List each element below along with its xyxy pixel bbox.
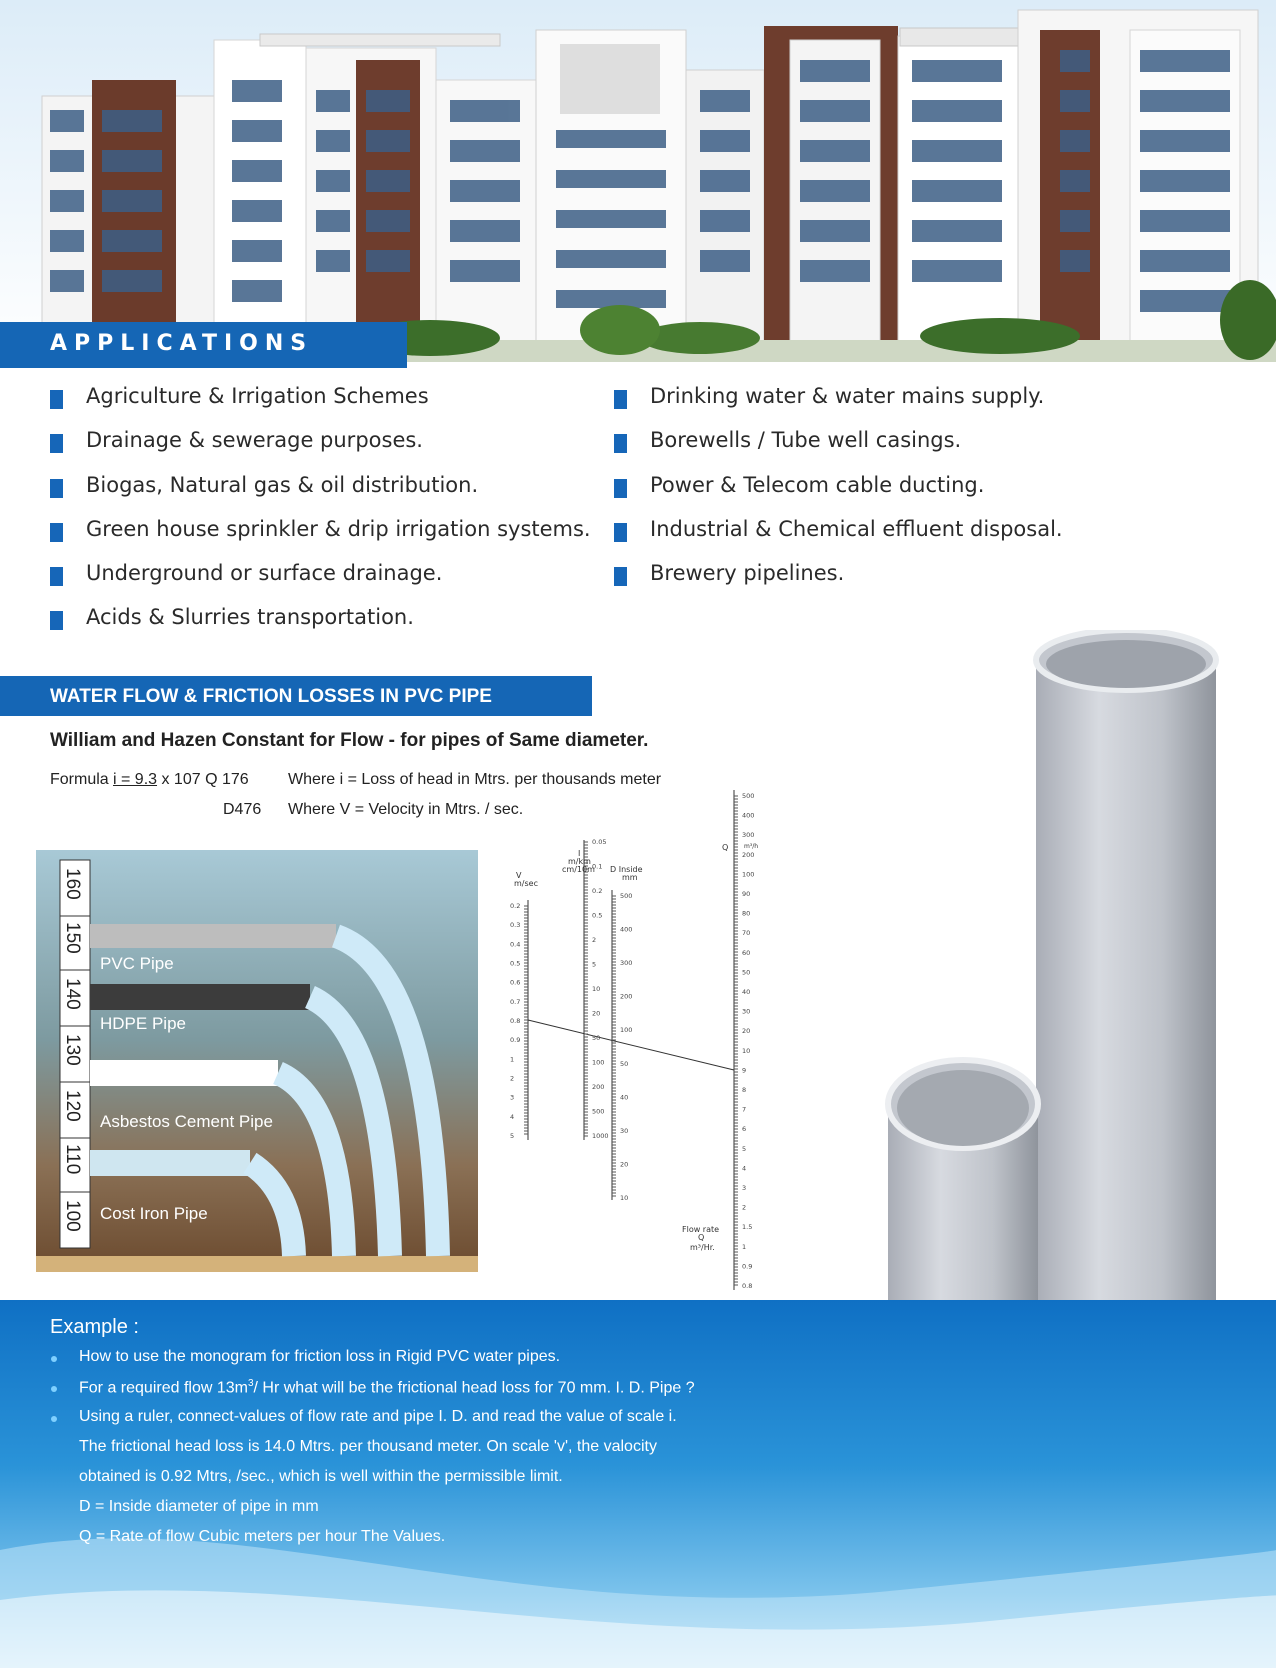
q-tick-label: 3 bbox=[742, 1184, 747, 1192]
v-tick-label: 0.9 bbox=[510, 1036, 521, 1045]
q-tick-label: 0.9 bbox=[742, 1262, 753, 1271]
scale-label: 120 bbox=[62, 1090, 83, 1122]
list-item: Drainage & sewerage purposes. bbox=[50, 428, 610, 472]
i-tick-label: 0.05 bbox=[592, 838, 607, 846]
pipe-comparison-diagram bbox=[36, 850, 478, 1272]
cast-iron-pipe-label: Cost Iron Pipe bbox=[100, 1204, 208, 1223]
q-tick-label: 200 bbox=[742, 850, 755, 859]
applications-banner bbox=[0, 322, 407, 368]
d-tick-label: 20 bbox=[620, 1160, 629, 1169]
where-i-text: Where i = Loss of head in Mtrs. per thousands meter bbox=[288, 771, 662, 788]
scale-label: 140 bbox=[62, 978, 83, 1010]
square-bullet-icon bbox=[50, 611, 63, 630]
q-tick-label: 100 bbox=[742, 870, 755, 879]
water-flow-banner bbox=[0, 676, 592, 716]
list-item: Drinking water & water mains supply. bbox=[614, 384, 1174, 428]
d-tick-label: 200 bbox=[620, 992, 633, 1001]
q-tick-label: 400 bbox=[742, 811, 755, 820]
formula-label: Formula bbox=[50, 771, 109, 788]
applications-list-left bbox=[50, 384, 610, 650]
square-bullet-icon bbox=[614, 479, 627, 498]
building-illustration bbox=[0, 0, 1276, 362]
list-item: Biogas, Natural gas & oil distribution. bbox=[50, 473, 610, 517]
example-bullet-2: For a required flow $13m^3/$ Hr what will be the frictional head loss for 70 mm. I. D. Pipe ? bbox=[79, 1378, 695, 1397]
i-tick-label: 200 bbox=[592, 1083, 605, 1091]
square-bullet-icon bbox=[614, 567, 627, 586]
bullet-icon bbox=[51, 1386, 57, 1392]
d-tick-label: 400 bbox=[620, 925, 633, 934]
hero-building-image bbox=[0, 0, 1276, 362]
v-tick-label: 0.2 bbox=[510, 902, 521, 910]
list-item: Agriculture & Irrigation Schemes bbox=[50, 384, 610, 428]
i-tick-label: 100 bbox=[592, 1058, 605, 1067]
v-tick-label: 5 bbox=[510, 1132, 515, 1140]
list-item: Power & Telecom cable ducting. bbox=[614, 473, 1174, 517]
q-tick-label: 7 bbox=[742, 1105, 747, 1114]
v-tick-label: 0.5 bbox=[510, 959, 521, 968]
i-tick-label: 0.5 bbox=[592, 911, 603, 920]
nomogram bbox=[500, 780, 770, 1290]
d-tick-label: 40 bbox=[620, 1093, 629, 1102]
v-tick-label: 2 bbox=[510, 1074, 515, 1083]
i-tick-label: 0.2 bbox=[592, 887, 603, 895]
q-axis-unit: m³/h bbox=[744, 843, 759, 850]
q-tick-label: 9 bbox=[742, 1066, 747, 1075]
flow-label-2: Q bbox=[698, 1233, 705, 1242]
square-bullet-icon bbox=[614, 523, 627, 542]
q-tick-label: 0.8 bbox=[742, 1282, 753, 1290]
v-tick-label: 1 bbox=[510, 1055, 515, 1064]
scale-label: 100 bbox=[62, 1200, 83, 1232]
hdpe-pipe-label: HDPE Pipe bbox=[100, 1014, 186, 1033]
square-bullet-icon bbox=[50, 434, 63, 453]
i-axis-title: I bbox=[578, 849, 581, 858]
i-tick-label: 20 bbox=[592, 1009, 601, 1018]
q-tick-label: 50 bbox=[742, 968, 751, 977]
d-axis-unit: mm bbox=[622, 873, 638, 882]
d-tick-label: 500 bbox=[620, 892, 633, 900]
i-tick-label: 10 bbox=[592, 985, 601, 993]
i-tick-label: 5 bbox=[592, 960, 597, 969]
scale-label: 110 bbox=[62, 1144, 83, 1175]
list-item: Underground or surface drainage. bbox=[50, 561, 610, 605]
list-item: Brewery pipelines. bbox=[614, 561, 1174, 605]
q-tick-label: 80 bbox=[742, 909, 751, 918]
example-title: Example : bbox=[50, 1316, 139, 1338]
q-tick-label: 500 bbox=[742, 792, 755, 800]
q-tick-label: 1.5 bbox=[742, 1223, 753, 1232]
list-item: Borewells / Tube well casings. bbox=[614, 428, 1174, 472]
example-bullet-3-line1: Using a ruler, connect-values of flow rate and pipe I. D. and read the value of scale i. bbox=[79, 1408, 677, 1425]
bullet-icon bbox=[51, 1416, 57, 1422]
q-tick-label: 8 bbox=[742, 1086, 747, 1094]
v-tick-label: 3 bbox=[510, 1093, 515, 1102]
square-bullet-icon bbox=[50, 567, 63, 586]
q-axis-title: Q bbox=[722, 843, 729, 852]
definition-q: Q = Rate of flow Cubic meters per hour The Values. bbox=[79, 1528, 446, 1545]
v-tick-label: 4 bbox=[510, 1112, 515, 1121]
list-item: Green house sprinkler & drip irrigation systems. bbox=[50, 517, 610, 561]
q-tick-label: 30 bbox=[742, 1007, 751, 1016]
square-bullet-icon bbox=[50, 390, 63, 409]
formula-rest: x 107 Q 176 bbox=[161, 771, 249, 788]
asbestos-pipe-label: Asbestos Cement Pipe bbox=[100, 1112, 273, 1131]
bullet-icon bbox=[51, 1356, 57, 1362]
q-tick-label: 2 bbox=[742, 1203, 747, 1212]
hazen-subtitle: William and Hazen Constant for Flow - for pipes of Same diameter. bbox=[50, 730, 649, 751]
scale-label: 130 bbox=[62, 1034, 83, 1066]
i-axis-unit1: m/km bbox=[568, 857, 591, 866]
i-tick-label: 0.1 bbox=[592, 862, 603, 871]
d-tick-label: 50 bbox=[620, 1059, 629, 1068]
q-tick-label: 6 bbox=[742, 1125, 747, 1134]
formula-expression bbox=[113, 771, 249, 789]
q-tick-label: 1 bbox=[742, 1242, 747, 1251]
square-bullet-icon bbox=[614, 434, 627, 453]
v-tick-label: 0.7 bbox=[510, 997, 521, 1006]
example-bullet-3-line3: obtained is 0.92 Mtrs, /sec., which is well within the permissible limit. bbox=[79, 1468, 563, 1485]
v-tick-label: 0.3 bbox=[510, 921, 521, 930]
water-flow-title: WATER FLOW & FRICTION LOSSES IN PVC PIPE bbox=[50, 686, 492, 707]
v-tick-label: 0.6 bbox=[510, 978, 521, 987]
v-axis-unit: m/sec bbox=[514, 879, 538, 888]
d-tick-label: 30 bbox=[620, 1126, 629, 1135]
v-axis-title: V bbox=[516, 871, 522, 880]
q-tick-label: 10 bbox=[742, 1046, 751, 1055]
i-tick-label: 1000 bbox=[592, 1132, 609, 1140]
square-bullet-icon bbox=[50, 479, 63, 498]
square-bullet-icon bbox=[614, 390, 627, 409]
q-tick-label: 60 bbox=[742, 948, 751, 957]
example-bullet-3-line2: The frictional head loss is 14.0 Mtrs. per thousand meter. On scale 'v', the valocity bbox=[79, 1438, 657, 1455]
q-tick-label: 90 bbox=[742, 890, 751, 898]
d-tick-label: 10 bbox=[620, 1194, 629, 1202]
formula-denominator: D476 bbox=[223, 801, 262, 818]
flow-label-1: Flow rate bbox=[682, 1225, 720, 1234]
q-tick-label: 40 bbox=[742, 988, 751, 996]
applications-title: APPLICATIONS bbox=[50, 331, 314, 356]
where-v-text: Where V = Velocity in Mtrs. / sec. bbox=[288, 801, 524, 818]
i-axis-unit2: cm/10m bbox=[562, 865, 595, 874]
list-item: Acids & Slurries transportation. bbox=[50, 605, 610, 649]
example-bullet-1: How to use the monogram for friction loss in Rigid PVC water pipes. bbox=[79, 1348, 561, 1365]
d-tick-label: 100 bbox=[620, 1026, 633, 1035]
d-tick-label: 300 bbox=[620, 959, 633, 968]
q-tick-label: 70 bbox=[742, 929, 751, 938]
q-tick-label: 300 bbox=[742, 831, 755, 840]
q-tick-label: 5 bbox=[742, 1144, 747, 1153]
applications-list-right bbox=[614, 384, 1174, 605]
v-tick-label: 0.4 bbox=[510, 940, 521, 949]
i-tick-label: 2 bbox=[592, 936, 597, 944]
flow-label-3: m³/Hr. bbox=[690, 1243, 715, 1252]
v-tick-label: 0.8 bbox=[510, 1017, 521, 1025]
i-tick-label: 50 bbox=[592, 1034, 601, 1042]
q-tick-label: 20 bbox=[742, 1027, 751, 1036]
square-bullet-icon bbox=[50, 523, 63, 542]
definition-d: D = Inside diameter of pipe in mm bbox=[79, 1498, 319, 1515]
i-tick-label: 500 bbox=[592, 1107, 605, 1116]
scale-label: 160 bbox=[62, 868, 83, 900]
formula-i: i = 9.3 bbox=[113, 771, 158, 788]
nomogram-graphic bbox=[500, 780, 770, 1290]
q-tick-label: 4 bbox=[742, 1164, 747, 1173]
d-axis-title: D Inside bbox=[610, 865, 643, 874]
pvc-pipe-label: PVC Pipe bbox=[100, 954, 174, 973]
scale-label: 150 bbox=[62, 922, 83, 954]
list-item: Industrial & Chemical effluent disposal. bbox=[614, 517, 1174, 561]
